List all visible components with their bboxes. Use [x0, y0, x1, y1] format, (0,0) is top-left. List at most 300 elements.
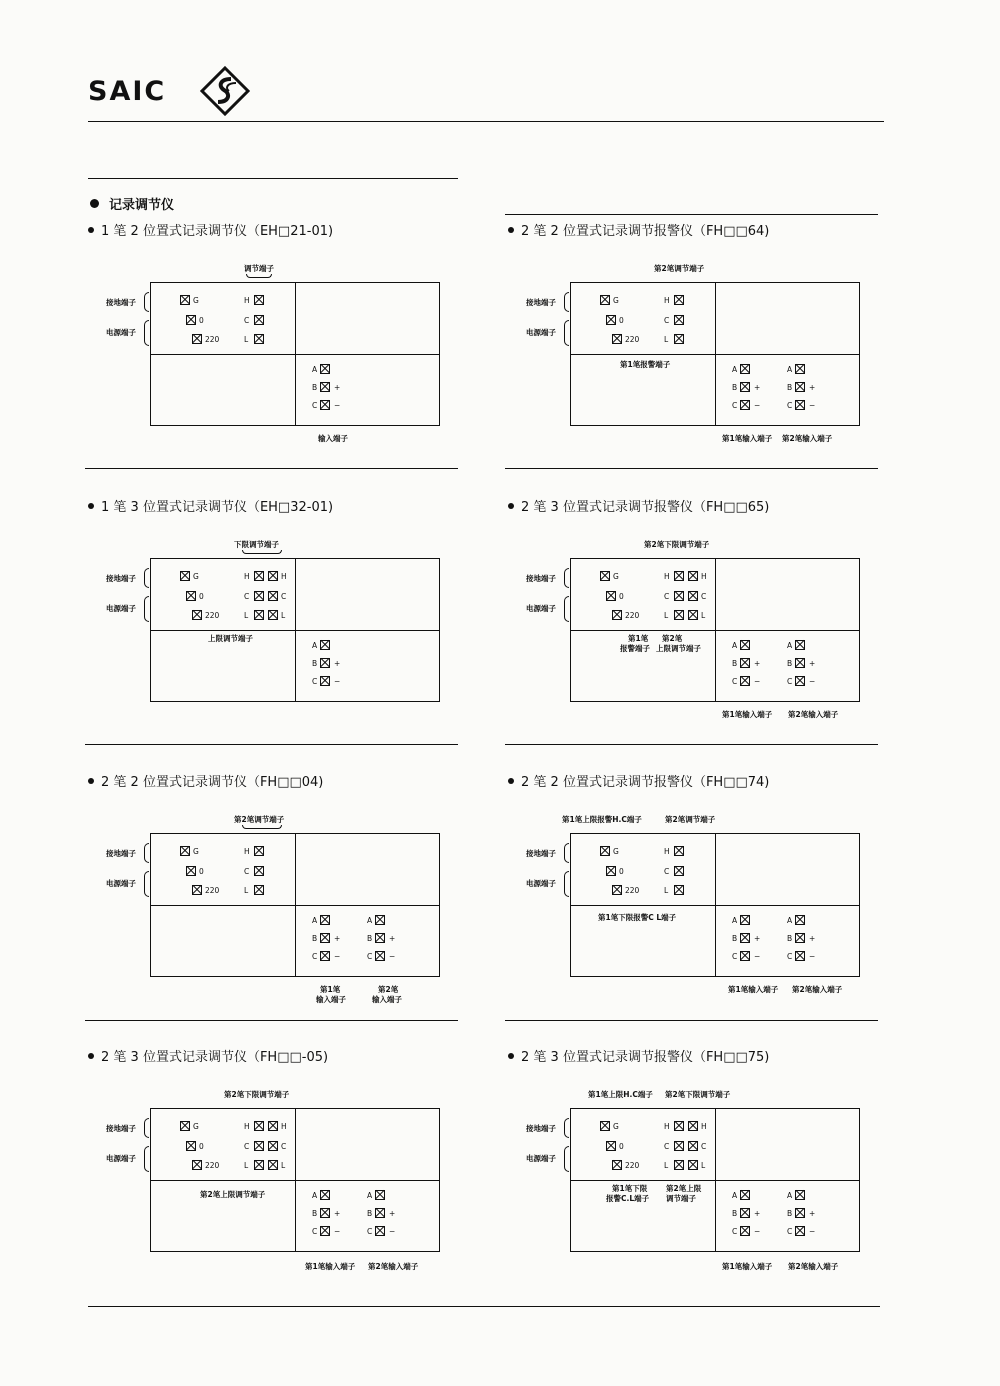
terminal-icon — [192, 610, 202, 620]
terminal-label: H — [244, 847, 250, 856]
terminal-icon — [192, 1160, 202, 1170]
terminal-label: H — [664, 847, 670, 856]
terminal-icon — [268, 591, 278, 601]
terminal-label: H — [244, 572, 250, 581]
terminal-icon — [606, 1141, 616, 1151]
terminal-caption: 接地端子 — [106, 849, 136, 858]
terminal-icon — [186, 315, 196, 325]
terminal-label: C — [787, 952, 793, 961]
terminal-label: A — [787, 916, 793, 925]
terminal-icon — [674, 885, 684, 895]
terminal-label: B — [312, 383, 318, 392]
footer-rule — [88, 1306, 880, 1307]
terminal-label: L — [664, 611, 669, 620]
terminal-icon — [688, 1141, 698, 1151]
terminal-caption: 输入端子 — [372, 995, 402, 1004]
panel-title-text: 2 笔 3 位置式记录调节报警仪（FH□□75) — [521, 1050, 770, 1065]
terminal-caption: 第2笔输入端子 — [788, 710, 839, 719]
bullet-icon — [90, 199, 99, 208]
brace — [564, 596, 569, 622]
terminal-caption: 第2笔上限 — [666, 1184, 702, 1193]
terminal-label: B — [787, 934, 793, 943]
terminal-icon — [740, 951, 750, 961]
terminal-icon — [795, 640, 805, 650]
terminal-label: + — [754, 659, 761, 668]
terminal-icon — [375, 1208, 385, 1218]
brace — [144, 871, 149, 897]
terminal-label: C — [787, 1227, 793, 1236]
terminal-caption: 第2笔输入端子 — [782, 434, 833, 443]
panel-6 — [508, 763, 908, 1013]
terminal-label: − — [334, 401, 341, 410]
terminal-label: L — [244, 335, 249, 344]
terminal-caption: 接地端子 — [526, 298, 556, 307]
terminal-icon — [320, 364, 330, 374]
terminal-label: B — [367, 1209, 373, 1218]
terminal-icon — [192, 334, 202, 344]
terminal-caption: 第2笔调节端子 — [654, 264, 705, 273]
terminal-label: − — [754, 677, 761, 686]
terminal-label: + — [809, 934, 816, 943]
terminal-icon — [740, 658, 750, 668]
terminal-label: G — [193, 1122, 199, 1131]
panel-separator — [505, 744, 878, 745]
terminal-icon — [254, 846, 264, 856]
terminal-caption: 第2笔下限调节端子 — [665, 1090, 731, 1099]
terminal-icon — [268, 1160, 278, 1170]
brace — [144, 1118, 149, 1138]
terminal-icon — [254, 1141, 264, 1151]
terminal-icon — [674, 295, 684, 305]
terminal-caption: 第2笔下限调节端子 — [644, 540, 710, 549]
terminal-icon — [795, 1190, 805, 1200]
terminal-label: B — [367, 934, 373, 943]
terminal-icon — [320, 1190, 330, 1200]
bullet-icon — [88, 1053, 94, 1059]
terminal-label: A — [732, 1191, 738, 1200]
panel-title-text: 2 笔 2 位置式记录调节报警仪（FH□□74) — [521, 775, 770, 790]
terminal-label: A — [732, 365, 738, 374]
terminal-label: B — [732, 383, 738, 392]
terminal-icon — [180, 846, 190, 856]
brace — [564, 320, 569, 346]
terminal-icon — [688, 591, 698, 601]
brace — [242, 550, 282, 554]
terminal-caption: 接地端子 — [106, 1124, 136, 1133]
panel-title-text: 2 笔 2 位置式记录调节仪（FH□□04) — [101, 775, 324, 790]
terminal-label: C — [664, 1142, 670, 1151]
panel-title — [508, 220, 769, 239]
panel-title-text: 2 笔 3 位置式记录调节仪（FH□□-05) — [101, 1050, 329, 1065]
bullet-icon — [88, 503, 94, 509]
terminal-label: L — [244, 611, 249, 620]
terminal-caption: 第2笔下限调节端子 — [224, 1090, 290, 1099]
terminal-icon — [320, 951, 330, 961]
terminal-label: B — [312, 659, 318, 668]
bullet-icon — [508, 503, 514, 509]
terminal-icon — [320, 640, 330, 650]
terminal-label: 220 — [205, 1161, 220, 1170]
terminal-icon — [375, 1190, 385, 1200]
terminal-caption: 第1笔输入端子 — [722, 1262, 773, 1271]
terminal-icon — [186, 591, 196, 601]
brace — [144, 320, 149, 346]
terminal-label: − — [809, 401, 816, 410]
terminal-label: + — [754, 383, 761, 392]
terminal-caption: 电源端子 — [526, 604, 556, 613]
terminal-label: C — [244, 1142, 250, 1151]
terminal-label: + — [389, 934, 396, 943]
panel-title — [508, 771, 769, 790]
bullet-icon — [88, 227, 94, 233]
terminal-label: 0 — [619, 1142, 624, 1151]
terminal-caption: 电源端子 — [526, 1154, 556, 1163]
section-rule — [88, 178, 458, 179]
terminal-icon — [612, 1160, 622, 1170]
terminal-icon — [180, 1121, 190, 1131]
terminal-label: + — [389, 1209, 396, 1218]
section-title: 记录调节仪 — [90, 194, 174, 213]
terminal-label: C — [664, 316, 670, 325]
terminal-icon — [320, 676, 330, 686]
panel-7 — [88, 1038, 488, 1288]
bullet-icon — [508, 778, 514, 784]
terminal-label: + — [754, 1209, 761, 1218]
terminal-label: − — [754, 401, 761, 410]
terminal-caption: 第1笔输入端子 — [728, 985, 779, 994]
terminal-label: 0 — [619, 867, 624, 876]
terminal-label: C — [312, 401, 318, 410]
terminal-label: L — [664, 335, 669, 344]
terminal-caption: 第2笔上限调节端子 — [200, 1190, 266, 1199]
terminal-label: G — [193, 847, 199, 856]
terminal-caption: 第1笔输入端子 — [722, 710, 773, 719]
terminal-label: L — [701, 611, 706, 620]
bullet-icon — [88, 778, 94, 784]
terminal-label: C — [281, 592, 287, 601]
terminal-label: + — [809, 659, 816, 668]
terminal-icon — [740, 400, 750, 410]
terminal-label: C — [732, 1227, 738, 1236]
terminal-icon — [674, 571, 684, 581]
terminal-label: C — [244, 316, 250, 325]
terminal-label: C — [701, 592, 707, 601]
terminal-icon — [795, 1208, 805, 1218]
terminal-icon — [795, 364, 805, 374]
terminal-label: C — [664, 592, 670, 601]
terminal-icon — [740, 364, 750, 374]
terminal-label: G — [613, 847, 619, 856]
terminal-icon — [268, 1141, 278, 1151]
terminal-caption: 接地端子 — [526, 849, 556, 858]
terminal-label: H — [701, 1122, 707, 1131]
terminal-caption: 第2笔调节端子 — [234, 815, 285, 824]
terminal-icon — [740, 640, 750, 650]
terminal-label: A — [732, 641, 738, 650]
terminal-label: 220 — [625, 886, 640, 895]
terminal-icon — [688, 1121, 698, 1131]
saic-emblem-icon — [200, 66, 250, 116]
terminal-caption: 接地端子 — [526, 1124, 556, 1133]
brace — [564, 871, 569, 897]
terminal-label: H — [701, 572, 707, 581]
brace — [242, 825, 282, 829]
terminal-label: + — [809, 383, 816, 392]
terminal-icon — [674, 1141, 684, 1151]
diagram-divider — [571, 630, 859, 631]
terminal-caption: 第1笔下限报警C L端子 — [598, 913, 677, 922]
terminal-icon — [740, 382, 750, 392]
terminal-icon — [688, 1160, 698, 1170]
terminal-label: C — [244, 867, 250, 876]
saic-logo — [88, 66, 258, 118]
terminal-label: L — [244, 1161, 249, 1170]
terminal-icon — [320, 1226, 330, 1236]
brace — [144, 1146, 149, 1172]
terminal-label: − — [389, 952, 396, 961]
terminal-caption: 上限调节端子 — [656, 644, 701, 653]
terminal-label: H — [281, 1122, 287, 1131]
terminal-caption: 接地端子 — [106, 298, 136, 307]
panel-title — [88, 220, 333, 239]
terminal-caption: 第2笔输入端子 — [792, 985, 843, 994]
terminal-icon — [795, 676, 805, 686]
terminal-caption: 电源端子 — [526, 879, 556, 888]
terminal-caption: 报警C.L端子 — [606, 1194, 650, 1203]
terminal-label: C — [312, 1227, 318, 1236]
terminal-icon — [254, 591, 264, 601]
diagram-divider — [571, 905, 859, 906]
terminal-icon — [268, 571, 278, 581]
terminal-label: 220 — [625, 335, 640, 344]
panel-8 — [508, 1038, 908, 1288]
diagram-divider — [151, 1180, 439, 1181]
terminal-label: B — [312, 934, 318, 943]
terminal-icon — [320, 933, 330, 943]
terminal-caption: 第1笔输入端子 — [305, 1262, 356, 1271]
terminal-label: L — [281, 611, 286, 620]
terminal-icon — [674, 610, 684, 620]
terminal-caption: 第1笔上限H.C端子 — [588, 1090, 653, 1099]
terminal-icon — [674, 334, 684, 344]
terminal-caption: 第2笔输入端子 — [368, 1262, 419, 1271]
terminal-label: − — [334, 952, 341, 961]
brace — [246, 274, 272, 278]
terminal-icon — [320, 400, 330, 410]
terminal-icon — [254, 1160, 264, 1170]
terminal-icon — [268, 610, 278, 620]
terminal-label: − — [809, 677, 816, 686]
terminal-label: + — [809, 1209, 816, 1218]
terminal-icon — [320, 1208, 330, 1218]
panel-title-text: 2 笔 3 位置式记录调节报警仪（FH□□65) — [521, 500, 770, 515]
terminal-caption: 上限调节端子 — [208, 634, 253, 643]
terminal-label: − — [754, 952, 761, 961]
terminal-label: H — [244, 296, 250, 305]
terminal-icon — [612, 334, 622, 344]
terminal-icon — [740, 1208, 750, 1218]
terminal-caption: 下限调节端子 — [234, 540, 279, 549]
terminal-label: − — [334, 1227, 341, 1236]
terminal-icon — [606, 315, 616, 325]
brace — [144, 596, 149, 622]
terminal-label: C — [244, 592, 250, 601]
panel-4 — [508, 488, 908, 738]
terminal-label: A — [367, 916, 373, 925]
brace — [564, 843, 569, 863]
terminal-icon — [612, 610, 622, 620]
terminal-label: A — [312, 365, 318, 374]
brace — [144, 568, 149, 588]
terminal-icon — [795, 915, 805, 925]
panel-title — [88, 496, 333, 515]
panel-separator — [85, 468, 458, 469]
terminal-label: G — [193, 572, 199, 581]
terminal-icon — [795, 400, 805, 410]
terminal-caption: 第1笔 — [628, 634, 649, 643]
terminal-caption: 第2笔调节端子 — [665, 815, 716, 824]
brace — [564, 568, 569, 588]
terminal-icon — [674, 846, 684, 856]
terminal-icon — [795, 658, 805, 668]
panel-title — [88, 771, 323, 790]
terminal-label: L — [244, 886, 249, 895]
terminal-label: + — [334, 383, 341, 392]
terminal-caption: 输入端子 — [318, 434, 348, 443]
terminal-icon — [740, 1226, 750, 1236]
terminal-icon — [320, 382, 330, 392]
terminal-icon — [375, 915, 385, 925]
terminal-icon — [795, 382, 805, 392]
terminal-icon — [606, 866, 616, 876]
terminal-icon — [606, 591, 616, 601]
terminal-label: 0 — [199, 316, 204, 325]
terminal-icon — [375, 1226, 385, 1236]
terminal-label: H — [664, 296, 670, 305]
terminal-label: L — [281, 1161, 286, 1170]
diagram-divider — [571, 354, 859, 355]
terminal-icon — [674, 315, 684, 325]
terminal-label: G — [613, 296, 619, 305]
terminal-label: + — [334, 1209, 341, 1218]
brace — [564, 1146, 569, 1172]
terminal-icon — [320, 658, 330, 668]
terminal-caption: 第2笔 — [378, 985, 399, 994]
terminal-label: 0 — [619, 592, 624, 601]
brace — [144, 292, 149, 312]
terminal-caption: 第1笔 — [320, 985, 341, 994]
terminal-icon — [740, 1190, 750, 1200]
panel-title — [508, 496, 769, 515]
header-rule — [88, 121, 884, 122]
terminal-label: B — [732, 659, 738, 668]
terminal-label: 0 — [619, 316, 624, 325]
terminal-icon — [254, 334, 264, 344]
brand-name: SAIC — [88, 76, 167, 107]
terminal-icon — [254, 571, 264, 581]
terminal-icon — [375, 951, 385, 961]
terminal-caption: 接地端子 — [526, 574, 556, 583]
terminal-label: − — [809, 952, 816, 961]
terminal-caption: 电源端子 — [106, 604, 136, 613]
terminal-label: G — [613, 572, 619, 581]
terminal-caption: 电源端子 — [106, 1154, 136, 1163]
terminal-icon — [740, 915, 750, 925]
terminal-label: 0 — [199, 867, 204, 876]
terminal-label: − — [754, 1227, 761, 1236]
terminal-label: + — [334, 659, 341, 668]
terminal-label: + — [754, 934, 761, 943]
terminal-label: − — [334, 677, 341, 686]
terminal-label: C — [732, 401, 738, 410]
terminal-icon — [254, 1121, 264, 1131]
brace — [564, 1118, 569, 1138]
diagram-divider — [571, 1180, 859, 1181]
terminal-label: H — [244, 1122, 250, 1131]
terminal-icon — [795, 933, 805, 943]
brace — [564, 292, 569, 312]
terminal-caption: 电源端子 — [526, 328, 556, 337]
terminal-label: H — [664, 572, 670, 581]
terminal-caption: 接地端子 — [106, 574, 136, 583]
terminal-label: B — [787, 659, 793, 668]
diagram-divider — [151, 905, 439, 906]
panel-title-text: 1 笔 2 位置式记录调节仪（EH□21-01) — [101, 224, 334, 239]
terminal-label: B — [787, 1209, 793, 1218]
terminal-caption: 第1笔下限 — [612, 1184, 648, 1193]
terminal-icon — [254, 610, 264, 620]
terminal-label: B — [732, 1209, 738, 1218]
terminal-caption: 调节端子 — [244, 264, 274, 273]
panel-title-text: 2 笔 2 位置式记录调节报警仪（FH□□64) — [521, 224, 770, 239]
panel-separator — [505, 1020, 878, 1021]
terminal-label: 0 — [199, 592, 204, 601]
diagram-divider — [151, 630, 439, 631]
terminal-icon — [600, 846, 610, 856]
terminal-label: G — [613, 1122, 619, 1131]
terminal-caption: 第1笔上限报警H.C端子 — [562, 815, 642, 824]
terminal-icon — [795, 951, 805, 961]
terminal-icon — [375, 933, 385, 943]
terminal-caption: 第1笔输入端子 — [722, 434, 773, 443]
terminal-label: C — [664, 867, 670, 876]
terminal-label: B — [787, 383, 793, 392]
terminal-label: C — [787, 401, 793, 410]
terminal-caption: 电源端子 — [106, 328, 136, 337]
terminal-icon — [612, 885, 622, 895]
terminal-label: L — [664, 886, 669, 895]
terminal-icon — [180, 295, 190, 305]
panel-1 — [88, 212, 488, 462]
terminal-icon — [674, 866, 684, 876]
panel-3 — [88, 488, 488, 738]
terminal-icon — [320, 915, 330, 925]
terminal-label: C — [732, 952, 738, 961]
terminal-label: 220 — [205, 611, 220, 620]
terminal-label: 220 — [205, 886, 220, 895]
terminal-label: L — [701, 1161, 706, 1170]
terminal-icon — [740, 676, 750, 686]
terminal-label: A — [312, 641, 318, 650]
terminal-icon — [254, 315, 264, 325]
terminal-caption: 第1笔报警端子 — [620, 360, 671, 369]
terminal-icon — [740, 933, 750, 943]
terminal-label: B — [732, 934, 738, 943]
terminal-label: H — [281, 572, 287, 581]
terminal-label: C — [281, 1142, 287, 1151]
diagram-divider — [151, 354, 439, 355]
terminal-icon — [674, 1160, 684, 1170]
